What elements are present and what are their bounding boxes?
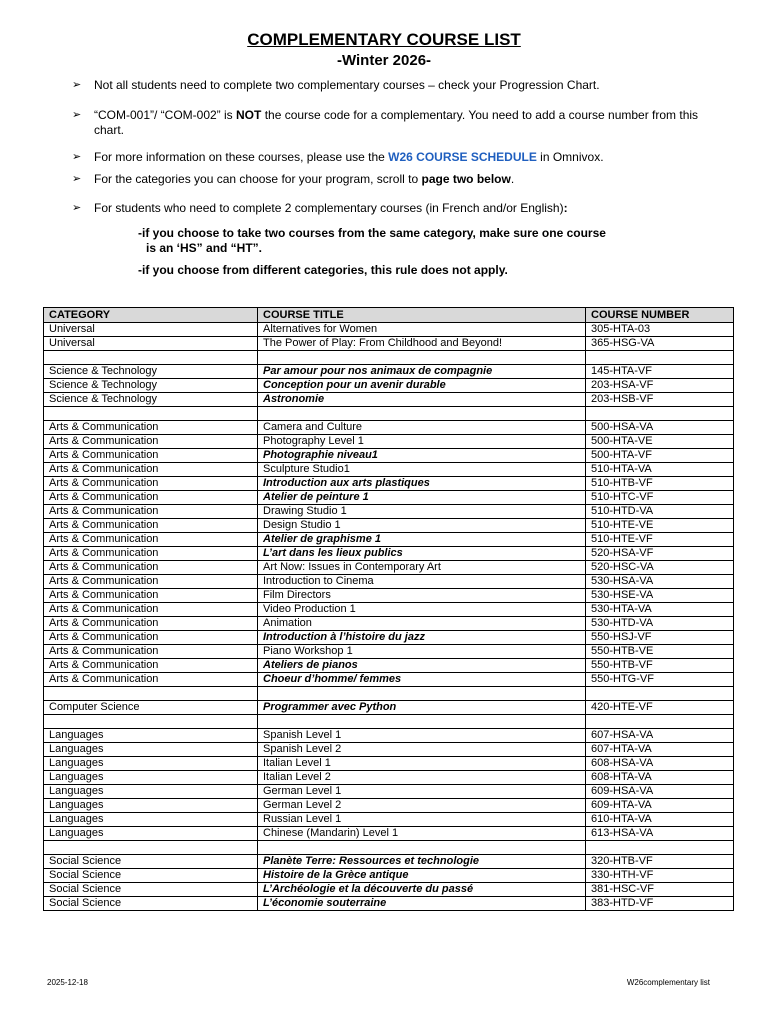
category-cell: Social Science	[44, 897, 258, 911]
table-row	[44, 659, 734, 673]
course-number-cell: 500-HSA-VA	[586, 421, 734, 435]
column-header-category: CATEGORY	[44, 308, 258, 323]
table-row	[44, 897, 734, 911]
empty-cell	[586, 715, 734, 729]
course-title-cell: The Power of Play: From Childhood and Beyond!	[258, 337, 586, 351]
page-title: COMPLEMENTARY COURSE LIST	[247, 30, 521, 49]
course-title-cell: Choeur d’homme/ femmes	[258, 673, 586, 687]
table-spacer-row	[44, 407, 734, 421]
category-cell: Arts & Communication	[44, 547, 258, 561]
course-title-cell: Spanish Level 2	[258, 743, 586, 757]
table-row	[44, 673, 734, 687]
category-cell: Languages	[44, 799, 258, 813]
course-number-cell: 530-HSE-VA	[586, 589, 734, 603]
instruction-item	[72, 201, 712, 216]
table-row	[44, 743, 734, 757]
category-cell: Arts & Communication	[44, 477, 258, 491]
rule-text: -if you choose to take two courses from the same category, make sure one course	[138, 226, 606, 240]
course-title-cell: Italian Level 2	[258, 771, 586, 785]
table-row	[44, 883, 734, 897]
category-cell: Universal	[44, 323, 258, 337]
category-cell: Arts & Communication	[44, 421, 258, 435]
table-row	[44, 813, 734, 827]
category-cell: Arts & Communication	[44, 603, 258, 617]
category-cell: Languages	[44, 785, 258, 799]
category-cell: Arts & Communication	[44, 533, 258, 547]
course-title-cell: Design Studio 1	[258, 519, 586, 533]
table-row	[44, 421, 734, 435]
page-subtitle: -Winter 2026-	[336, 52, 432, 69]
empty-cell	[258, 351, 586, 365]
rule-text: is an ‘HS” and “HT”.	[146, 241, 263, 255]
category-cell: Universal	[44, 337, 258, 351]
course-title-cell: Alternatives for Women	[258, 323, 586, 337]
table-row	[44, 477, 734, 491]
course-title-cell: German Level 1	[258, 785, 586, 799]
course-title-cell: Programmer avec Python	[258, 701, 586, 715]
course-title-cell: Animation	[258, 617, 586, 631]
instruction-item	[72, 172, 712, 187]
course-title-cell: Introduction to Cinema	[258, 575, 586, 589]
course-number-cell: 530-HTD-VA	[586, 617, 734, 631]
course-number-cell: 330-HTH-VF	[586, 869, 734, 883]
category-cell: Social Science	[44, 869, 258, 883]
course-title-cell: Photography Level 1	[258, 435, 586, 449]
course-title-cell: Russian Level 1	[258, 813, 586, 827]
course-title-cell: L’Archéologie et la découverte du passé	[258, 883, 586, 897]
table-row	[44, 757, 734, 771]
table-row	[44, 799, 734, 813]
course-title-cell: Drawing Studio 1	[258, 505, 586, 519]
course-number-cell: 550-HSJ-VF	[586, 631, 734, 645]
course-number-cell: 510-HTE-VE	[586, 519, 734, 533]
course-number-cell: 530-HTA-VA	[586, 603, 734, 617]
course-title-cell: L’économie souterraine	[258, 897, 586, 911]
instruction-text: the course code for a complementary. You need to add a course number from this chart.	[94, 108, 699, 137]
emphasis-text: NOT	[236, 108, 262, 122]
table-row	[44, 463, 734, 477]
instruction-text: For the categories you can choose for your program, scroll to	[94, 172, 422, 186]
course-number-cell: 381-HSC-VF	[586, 883, 734, 897]
empty-cell	[258, 715, 586, 729]
table-row	[44, 603, 734, 617]
course-number-cell: 203-HSA-VF	[586, 379, 734, 393]
arrow-bullet-icon: ➢	[72, 109, 82, 121]
category-cell: Science & Technology	[44, 379, 258, 393]
course-title-cell: Italian Level 1	[258, 757, 586, 771]
table-row	[44, 435, 734, 449]
table-row	[44, 449, 734, 463]
category-cell: Languages	[44, 729, 258, 743]
course-title-cell: Chinese (Mandarin) Level 1	[258, 827, 586, 841]
category-cell: Arts & Communication	[44, 449, 258, 463]
category-cell: Arts & Communication	[44, 645, 258, 659]
category-cell: Languages	[44, 743, 258, 757]
course-number-cell: 613-HSA-VA	[586, 827, 734, 841]
empty-cell	[44, 841, 258, 855]
course-number-cell: 320-HTB-VF	[586, 855, 734, 869]
course-number-cell: 383-HTD-VF	[586, 897, 734, 911]
course-number-cell: 510-HTD-VA	[586, 505, 734, 519]
course-table	[43, 307, 734, 911]
emphasis-text: page two below	[421, 172, 511, 186]
table-row	[44, 337, 734, 351]
empty-cell	[44, 715, 258, 729]
table-row	[44, 785, 734, 799]
empty-cell	[586, 841, 734, 855]
course-title-cell: Film Directors	[258, 589, 586, 603]
course-number-cell: 608-HTA-VA	[586, 771, 734, 785]
course-schedule-link[interactable]: W26 COURSE SCHEDULE	[388, 150, 537, 164]
empty-cell	[258, 841, 586, 855]
table-row	[44, 519, 734, 533]
empty-cell	[44, 351, 258, 365]
arrow-bullet-icon: ➢	[72, 202, 82, 214]
empty-cell	[258, 407, 586, 421]
table-row	[44, 869, 734, 883]
course-number-cell: 609-HTA-VA	[586, 799, 734, 813]
empty-cell	[44, 407, 258, 421]
footer-date: 2025-12-18	[47, 978, 88, 987]
category-cell: Science & Technology	[44, 393, 258, 407]
category-cell: Arts & Communication	[44, 561, 258, 575]
course-title-cell: Atelier de peinture 1	[258, 491, 586, 505]
category-cell: Social Science	[44, 883, 258, 897]
course-title-cell: Atelier de graphisme 1	[258, 533, 586, 547]
course-title-cell: Art Now: Issues in Contemporary Art	[258, 561, 586, 575]
table-row	[44, 491, 734, 505]
table-row	[44, 589, 734, 603]
course-title-cell: Spanish Level 1	[258, 729, 586, 743]
course-number-cell: 607-HTA-VA	[586, 743, 734, 757]
course-number-cell: 550-HTB-VF	[586, 659, 734, 673]
table-row	[44, 771, 734, 785]
empty-cell	[586, 407, 734, 421]
course-table-body	[44, 323, 734, 911]
empty-cell	[258, 687, 586, 701]
category-cell: Science & Technology	[44, 365, 258, 379]
course-title-cell: German Level 2	[258, 799, 586, 813]
column-header-course-title: COURSE TITLE	[258, 308, 586, 323]
table-spacer-row	[44, 841, 734, 855]
course-number-cell: 520-HSC-VA	[586, 561, 734, 575]
category-cell: Languages	[44, 813, 258, 827]
category-cell: Arts & Communication	[44, 631, 258, 645]
course-number-cell: 145-HTA-VF	[586, 365, 734, 379]
category-cell: Arts & Communication	[44, 617, 258, 631]
empty-cell	[586, 687, 734, 701]
category-cell: Arts & Communication	[44, 491, 258, 505]
category-cell: Arts & Communication	[44, 589, 258, 603]
table-row	[44, 645, 734, 659]
course-title-cell: Par amour pour nos animaux de compagnie	[258, 365, 586, 379]
course-number-cell: 365-HSG-VA	[586, 337, 734, 351]
course-title-cell: Camera and Culture	[258, 421, 586, 435]
instruction-text: Not all students need to complete two complementary courses – check your Progression Chart.	[94, 78, 600, 92]
course-number-cell: 305-HTA-03	[586, 323, 734, 337]
emphasis-text: :	[563, 201, 568, 215]
course-number-cell: 550-HTG-VF	[586, 673, 734, 687]
category-cell: Languages	[44, 771, 258, 785]
course-title-cell: Piano Workshop 1	[258, 645, 586, 659]
course-title-cell: Video Production 1	[258, 603, 586, 617]
table-row	[44, 631, 734, 645]
table-row	[44, 827, 734, 841]
course-number-cell: 203-HSB-VF	[586, 393, 734, 407]
course-title-cell: Histoire de la Grèce antique	[258, 869, 586, 883]
category-cell: Languages	[44, 757, 258, 771]
course-number-cell: 500-HTA-VE	[586, 435, 734, 449]
course-title-cell: Photographie niveau1	[258, 449, 586, 463]
course-number-cell: 510-HTC-VF	[586, 491, 734, 505]
course-title-cell: Ateliers de pianos	[258, 659, 586, 673]
table-spacer-row	[44, 351, 734, 365]
footer-filename: W26complementary list	[626, 978, 710, 987]
arrow-bullet-icon: ➢	[72, 173, 82, 185]
course-title-cell: Planète Terre: Ressources et technologie	[258, 855, 586, 869]
category-cell: Arts & Communication	[44, 505, 258, 519]
table-row	[44, 561, 734, 575]
table-row	[44, 365, 734, 379]
table-row	[44, 323, 734, 337]
table-spacer-row	[44, 687, 734, 701]
table-row	[44, 533, 734, 547]
table-row	[44, 855, 734, 869]
category-cell: Arts & Communication	[44, 519, 258, 533]
course-number-cell: 510-HTA-VA	[586, 463, 734, 477]
instruction-text: .	[510, 172, 515, 186]
course-number-cell: 608-HSA-VA	[586, 757, 734, 771]
different-category-rule: -if you choose from different categories, this rule does not apply.	[138, 263, 508, 277]
table-row	[44, 379, 734, 393]
category-cell: Languages	[44, 827, 258, 841]
arrow-bullet-icon: ➢	[72, 79, 82, 91]
course-title-cell: Introduction à l’histoire du jazz	[258, 631, 586, 645]
course-number-cell: 510-HTE-VF	[586, 533, 734, 547]
empty-cell	[44, 687, 258, 701]
category-cell: Arts & Communication	[44, 673, 258, 687]
table-row	[44, 575, 734, 589]
course-title-cell: Conception pour un avenir durable	[258, 379, 586, 393]
instruction-list	[72, 78, 712, 216]
course-title-cell: L’art dans les lieux publics	[258, 547, 586, 561]
category-cell: Arts & Communication	[44, 659, 258, 673]
course-number-cell: 550-HTB-VE	[586, 645, 734, 659]
course-number-cell: 520-HSA-VF	[586, 547, 734, 561]
table-row	[44, 505, 734, 519]
instruction-text: in Omnivox.	[536, 150, 604, 164]
arrow-bullet-icon: ➢	[72, 151, 82, 163]
course-number-cell: 500-HTA-VF	[586, 449, 734, 463]
table-spacer-row	[44, 715, 734, 729]
category-cell: Arts & Communication	[44, 463, 258, 477]
empty-cell	[586, 351, 734, 365]
table-row	[44, 729, 734, 743]
course-number-cell: 510-HTB-VF	[586, 477, 734, 491]
table-row	[44, 617, 734, 631]
table-header-row	[44, 308, 734, 323]
instruction-item	[72, 150, 712, 165]
category-cell: Arts & Communication	[44, 435, 258, 449]
instruction-text: For students who need to complete 2 complementary courses (in French and/or English)	[94, 201, 564, 215]
instruction-item	[72, 78, 712, 93]
course-number-cell: 420-HTE-VF	[586, 701, 734, 715]
course-number-cell: 530-HSA-VA	[586, 575, 734, 589]
category-cell: Computer Science	[44, 701, 258, 715]
instruction-text: For more information on these courses, please use the	[94, 150, 389, 164]
course-number-cell: 610-HTA-VA	[586, 813, 734, 827]
course-title-cell: Astronomie	[258, 393, 586, 407]
instruction-item	[72, 108, 712, 138]
table-row	[44, 547, 734, 561]
table-row	[44, 393, 734, 407]
category-cell: Social Science	[44, 855, 258, 869]
category-cell: Arts & Communication	[44, 575, 258, 589]
course-number-cell: 609-HSA-VA	[586, 785, 734, 799]
instruction-text: “COM-001”/ “COM-002” is	[94, 108, 237, 122]
course-title-cell: Introduction aux arts plastiques	[258, 477, 586, 491]
column-header-course-number: COURSE NUMBER	[586, 308, 734, 323]
table-row	[44, 701, 734, 715]
same-category-rule	[138, 226, 698, 256]
course-number-cell: 607-HSA-VA	[586, 729, 734, 743]
course-title-cell: Sculpture Studio1	[258, 463, 586, 477]
